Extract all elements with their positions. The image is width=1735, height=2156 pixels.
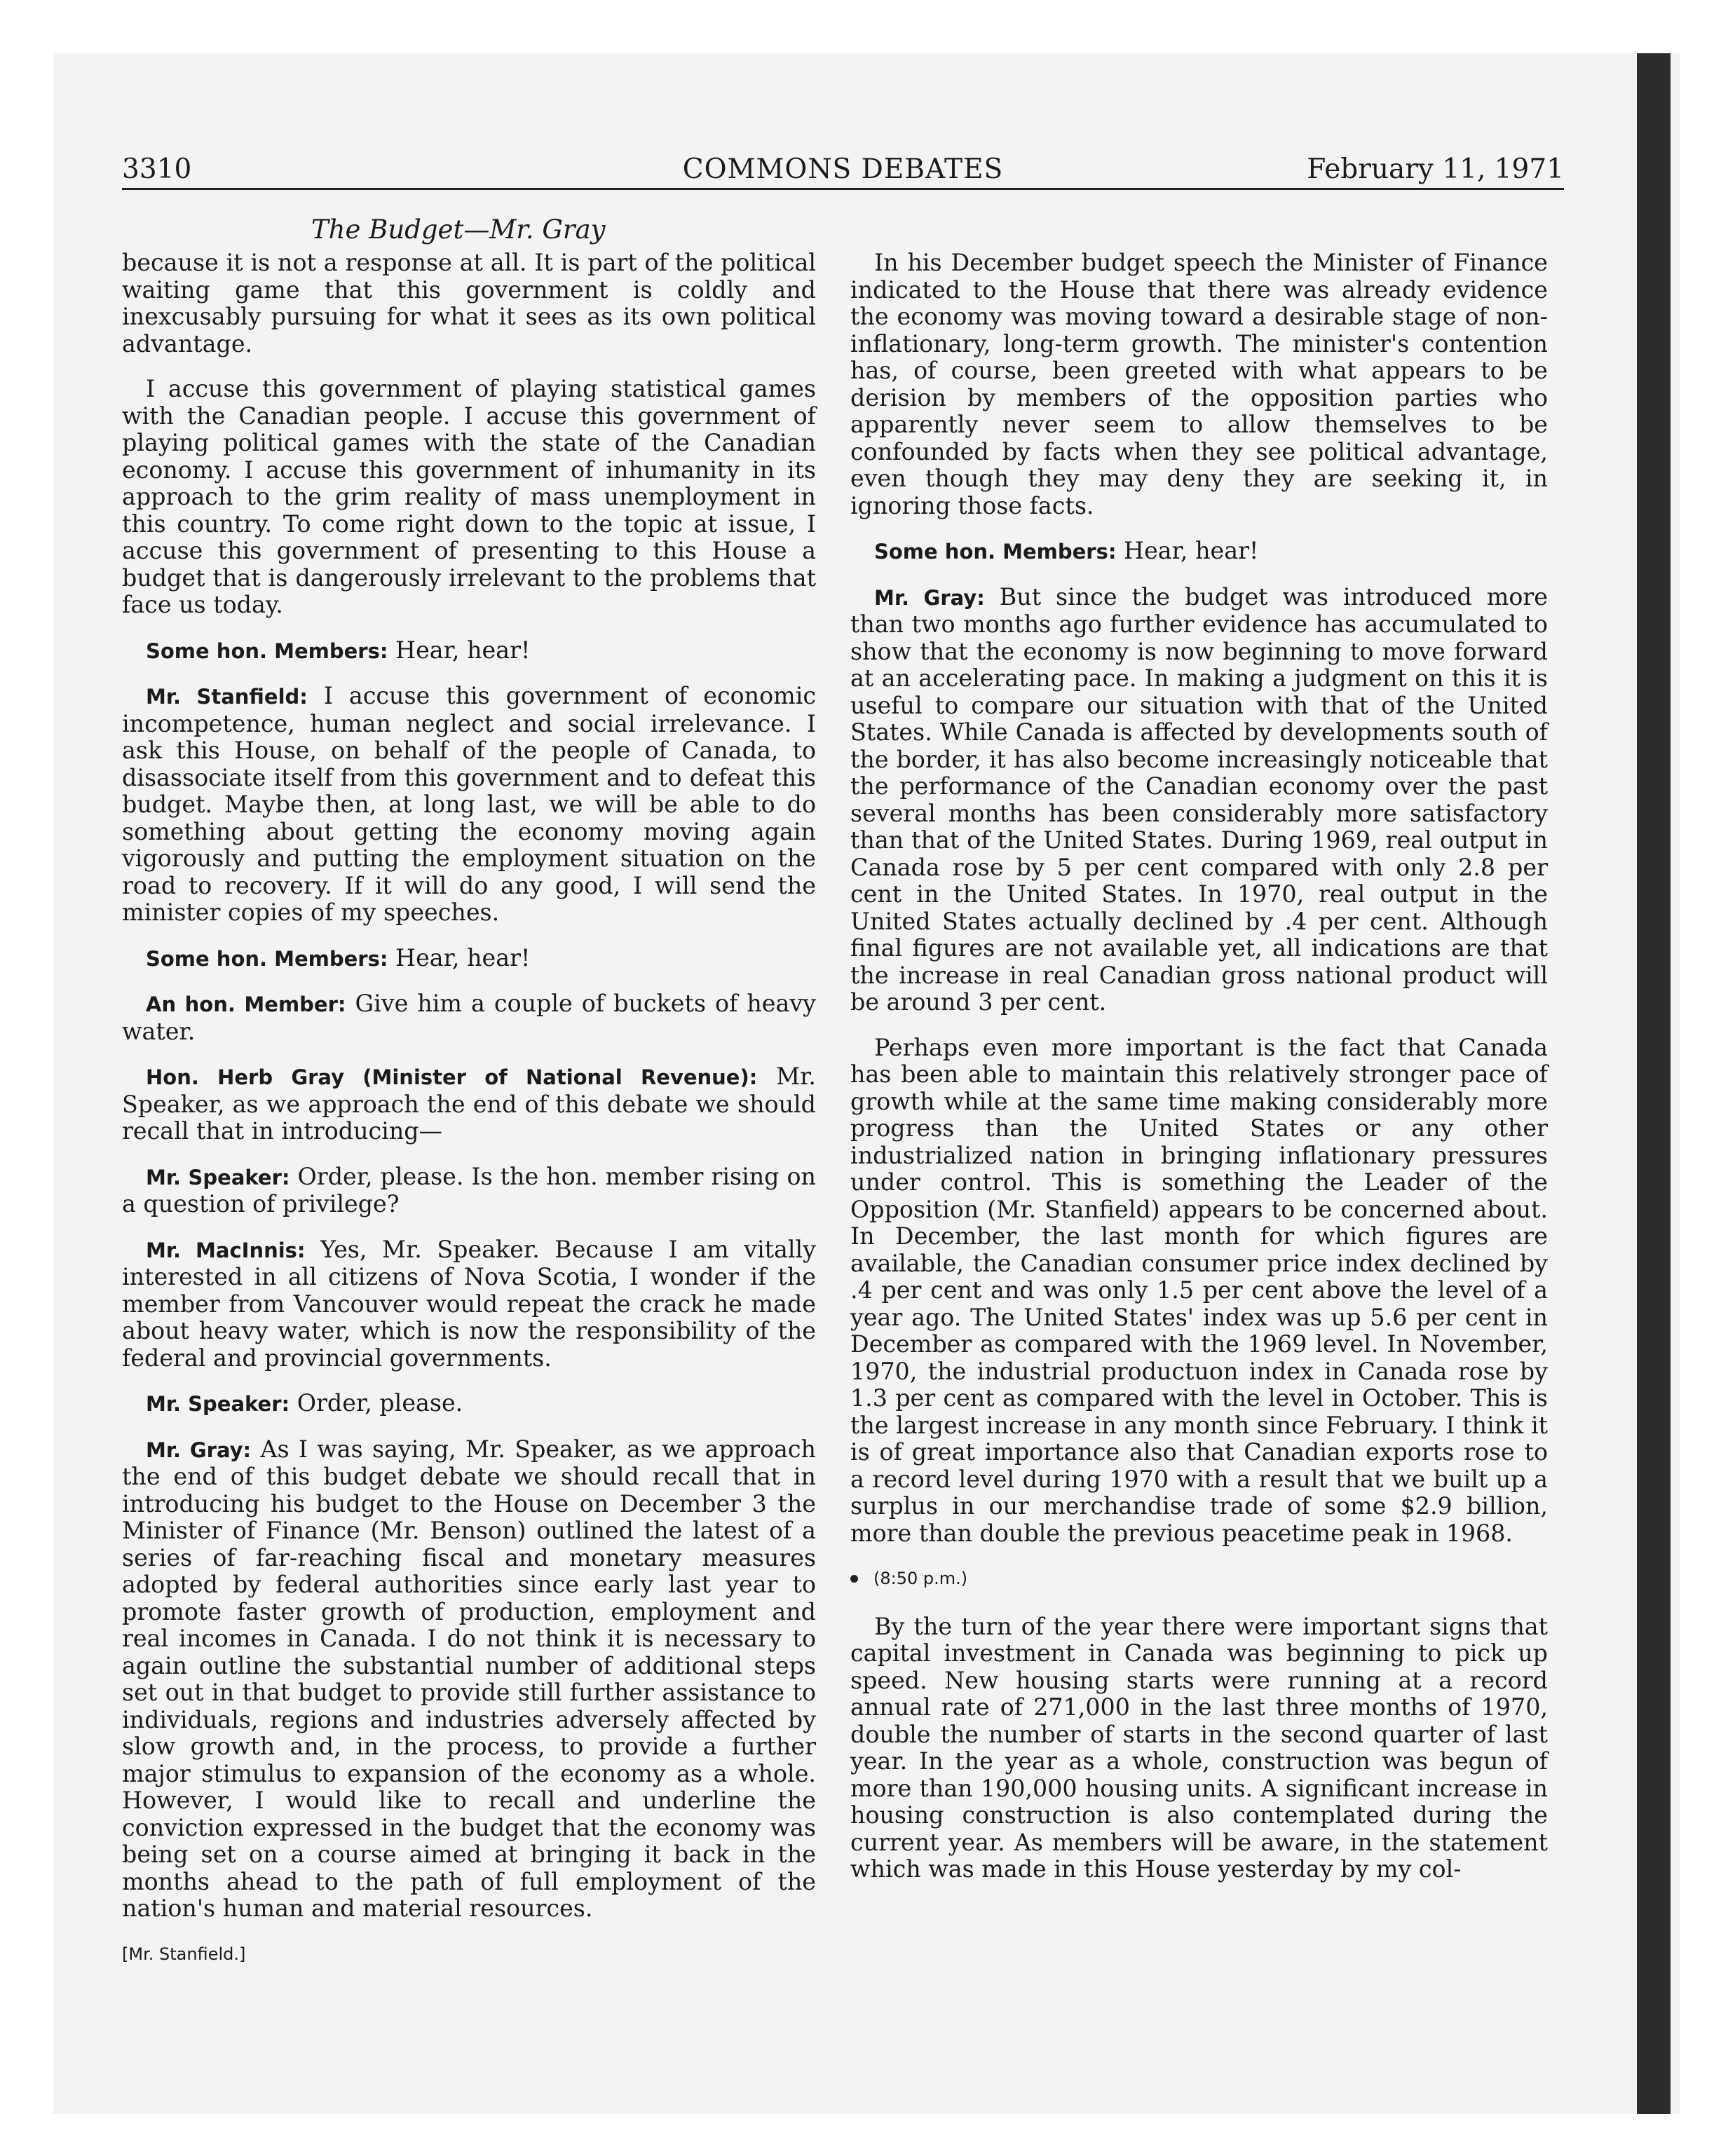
speaker-name: Mr. MacInnis:	[146, 1238, 306, 1262]
paragraph	[122, 376, 816, 619]
speaker-name: Mr. Speaker:	[146, 1392, 290, 1416]
publication-title: COMMONS DEBATES	[682, 153, 1004, 185]
speaker-name: An hon. Member:	[146, 992, 346, 1016]
scan-edge-bar	[1637, 53, 1671, 2114]
paragraph	[850, 1035, 1548, 1548]
page-header	[122, 150, 1564, 190]
paragraph-text: Hear, hear!	[1124, 537, 1259, 564]
paragraph-text: Hear, hear!	[395, 636, 531, 664]
paragraph	[850, 584, 1548, 1016]
paragraph-text: because it is not a response at all. It is part of the political waiting game that this government is coldly and inexcusably pursuing for what it sees as its own political advantage.	[122, 249, 816, 357]
paragraph-text: Give him a couple of buckets of heavy water.	[122, 990, 816, 1045]
paragraph	[122, 945, 816, 973]
running-head: The Budget—Mr. Gray	[311, 214, 606, 245]
bullet-icon	[850, 1575, 858, 1583]
time-marker-text: (8:50 p.m.)	[873, 1569, 968, 1588]
speaker-name: Some hon. Members:	[874, 540, 1117, 564]
paragraph	[122, 1063, 816, 1145]
paragraph-text: As I was saying, Mr. Speaker, as we approach the end of this budget debate we should recall that in introducing his budget to the House on December 3 the Minister of Finance (Mr. Benson) outlined the latest of a series of far-reaching fiscal and monetary measures adopted by federal authorities since early last year to promote faster growth of production, employment and real incomes in Canada. I do not think it is necessary to again outline the substantial number of additional steps set out in that budget to provide still further assistance to individuals, regions and industries adversely affected by slow growth and, in the process, to provide a further major stimulus to expansion of the economy as a whole. However, I would like to recall and underline the conviction expressed in the budget that the economy was being set on a course aimed at bringing it back in the months ahead to the path of full employment of the nation's human and material resources.	[122, 1435, 816, 1922]
speaker-name: Some hon. Members:	[146, 639, 388, 663]
publication-date: February 11, 1971	[1307, 153, 1564, 185]
paragraph	[850, 1613, 1548, 1883]
left-column	[122, 250, 816, 1967]
paragraph-text: Perhaps even more important is the fact that Canada has been able to maintain this relatively stronger pace of growth while at the same time making considerably more progress than the United States or any other industrialized nation in bringing inflationary pressures under control. This is something the Leader of the Opposition (Mr. Stanfield) appears to be concerned about. In December, the last month for which figures are available, the Canadian consumer price index declined by .4 per cent and was only 1.5 per cent above the level of a year ago. The United States' index was up 5.6 per cent in December as compared with the 1969 level. In November, 1970, the industrial productuon index in Canada rose by 1.3 per cent as compared with the level in October. This is the largest increase in any month since February. I think it is of great importance also that Canadian exports rose to a record level during 1970 with a result that we built up a surplus in our merchandise trade of some $2.9 billion, more than double the previous peacetime peak in 1968.	[850, 1033, 1548, 1547]
speaker-name: Mr. Stanfield:	[146, 685, 308, 709]
speaker-name: Hon. Herb Gray (Minister of National Revenue):	[146, 1065, 758, 1089]
paragraph-text: But since the budget was introduced more than two months ago further evidence has accumulated to show that the economy is now beginning to move forward at an accelerating pace. In making a judgment on this it is useful to compare our situation with that of the United States. While Canada is affected by developments south of the border, it has also become increasingly noticeable that the performance of the Canadian economy over the past several months has been considerably more satisfactory than that of the United States. During 1969, real output in Canada rose by 5 per cent compared with only 2.8 per cent in the United States. In 1970, real output in the United States actually declined by .4 per cent. Although final figures are not available yet, all indications are that the increase in real Canadian gross national product will be around 3 per cent.	[850, 582, 1548, 1016]
speaker-name: Mr. Gray:	[874, 585, 985, 610]
paragraph	[122, 990, 816, 1045]
paragraph-text: In his December budget speech the Minister of Finance indicated to the House that there was already evidence the economy was moving toward a desirable stage of non-inflationary, long-term growth. The minister's contention has, of course, been greeted with what appears to be derision by members of the opposition parties who apparently never seem to allow themselves to be confounded by facts when they see political advantage, even though they may deny they are seeking it, in ignoring those facts.	[850, 249, 1548, 519]
time-marker	[850, 1565, 1548, 1592]
right-column	[850, 250, 1548, 1902]
paragraph-text: Yes, Mr. Speaker. Because I am vitally interested in all citizens of Nova Scotia, I wonder if the member from Vancouver would repeat the crack he made about heavy water, which is now the responsibility of the federal and provincial governments.	[122, 1235, 816, 1372]
paragraph-text: Order, please.	[297, 1389, 463, 1417]
paragraph-text: Order, please. Is the hon. member rising on a question of privilege?	[122, 1162, 816, 1217]
page-number: 3310	[122, 153, 192, 185]
paragraph	[850, 538, 1548, 566]
paragraph-text: I accuse this government of economic incompetence, human neglect and social irrelevance. I ask this House, on behalf of the people of Canada, to disassociate itself from this government and to defeat this budget. Maybe then, at long last, we will be able to do something about getting the economy moving again vigorously and putting the employment situation on the road to recovery. If it will do any good, I will send the minister copies of my speeches.	[122, 682, 816, 926]
speaker-name: Mr. Speaker:	[146, 1165, 290, 1189]
paragraph	[122, 1236, 816, 1372]
paragraph	[122, 683, 816, 927]
paragraph-text: By the turn of the year there were important signs that capital investment in Canada was beginning to pick up speed. New housing starts were running at a record annual rate of 271,000 in the last three months of 1970, double the number of starts in the second quarter of last year. In the year as a whole, construction was begun of more than 190,000 housing units. A significant increase in housing construction is also contemplated during the current year. As members will be aware, in the statement which was made in this House yesterday by my col-	[850, 1612, 1548, 1883]
speaker-name: Some hon. Members:	[146, 946, 388, 971]
paragraph-text: Mr. Speaker, as we approach the end of this debate we should recall that in introducing—	[122, 1063, 816, 1145]
paragraph	[850, 250, 1548, 519]
paragraph-text: I accuse this government of playing statistical games with the Canadian people. I accuse this government of playing political games with the state of the Canadian economy. I accuse this government of inhumanity in its approach to the grim reality of mass unemployment in this country. To come right down to the topic at issue, I accuse this government of presenting to this House a budget that is dangerously irrelevant to the problems that face us today.	[122, 375, 816, 618]
paragraph-text: Hear, hear!	[395, 943, 531, 971]
column-footer-note: [Mr. Stanfield.]	[122, 1944, 246, 1964]
speaker-name: Mr. Gray:	[146, 1438, 252, 1462]
paragraph	[122, 250, 816, 357]
paragraph	[122, 1436, 816, 1923]
paragraph	[122, 637, 816, 665]
paragraph	[122, 1164, 816, 1218]
paragraph	[122, 1390, 816, 1418]
